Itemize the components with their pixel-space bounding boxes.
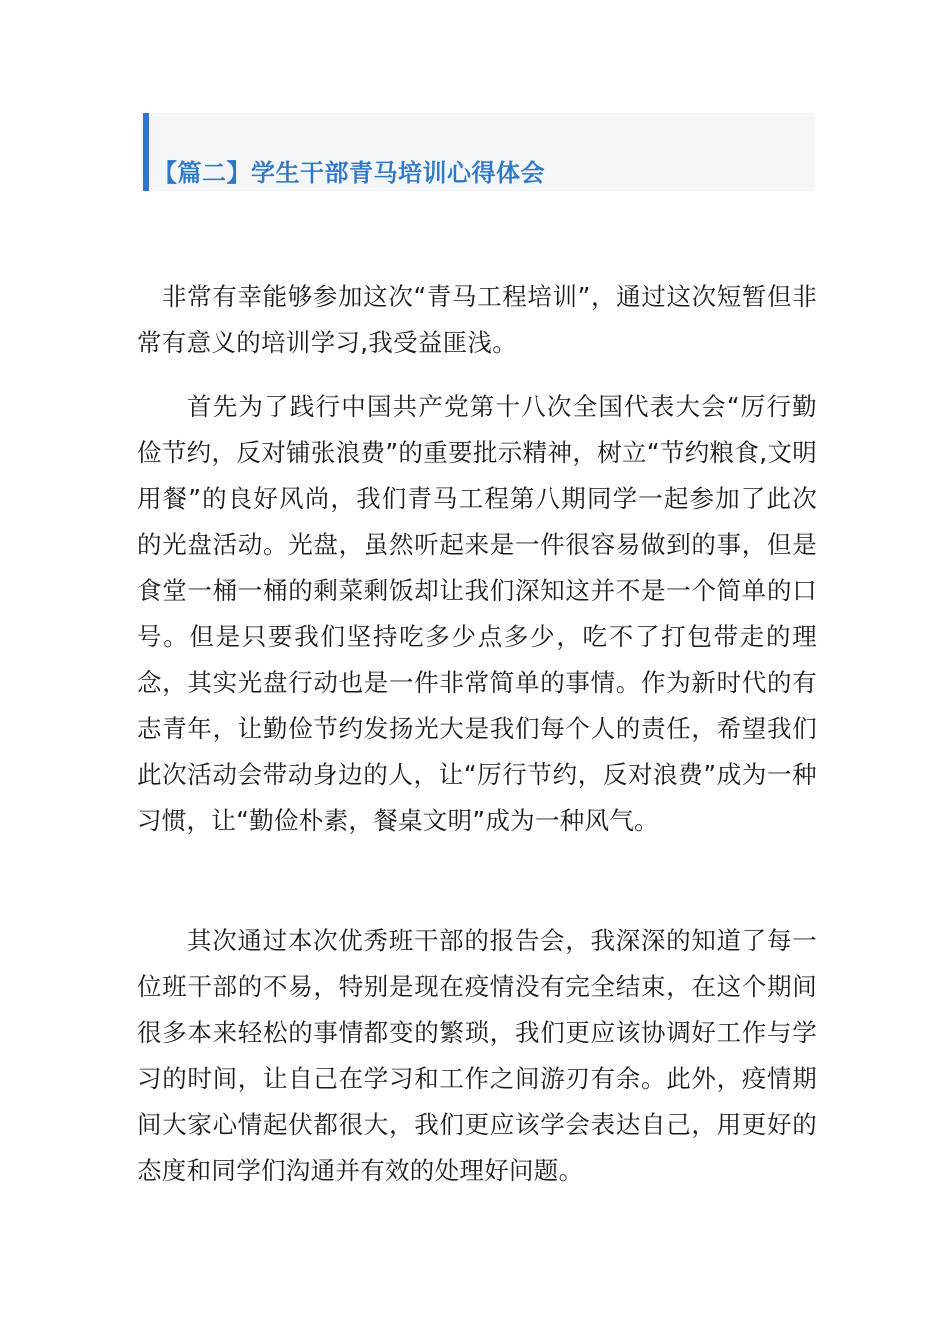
section-heading: 【篇二】学生干部青马培训心得体会 [153, 159, 545, 187]
paragraph-intro: 非常有幸能够参加这次“青马工程培训”，通过这次短暂但非常有意义的培训学习,我受益匪浅。 [137, 282, 817, 357]
paragraph-second: 其次通过本次优秀班干部的报告会，我深深的知道了每一位班干部的不易，特别是现在疫情没有完全结束，在这个期间很多本来轻松的事情都变的繁琐，我们更应该协调好工作与学习的时间，让自己在学习和工作之间游刃有余。此外，疫情期间大家心情起伏都很大，我们更应该学会表达自己，用更好的态度和同学们沟通并有效的处理好问题。 [137, 926, 817, 1185]
paragraph-first: 首先为了践行中国共产党第十八次全国代表大会“厉行勤俭节约，反对铺张浪费”的重要批示精神，树立“节约粮食,文明用餐”的良好风尚，我们青马工程第八期同学一起参加了此次的光盘活动。光盘，虽然听起来是一件很容易做到的事，但是食堂一桶一桶的剩菜剩饭却让我们深知这并不是一个简单的口号。但是只要我们坚持吃多少点多少，吃不了打包带走的理念，其实光盘行动也是一件非常简单的事情。作为新时代的有志青年，让勤俭节约发扬光大是我们每个人的责任，希望我们此次活动会带动身边的人，让“厉行节约，反对浪费”成为一种习惯，让“勤俭朴素，餐桌文明”成为一种风气。 [137, 392, 817, 835]
section-heading-box [143, 113, 815, 191]
